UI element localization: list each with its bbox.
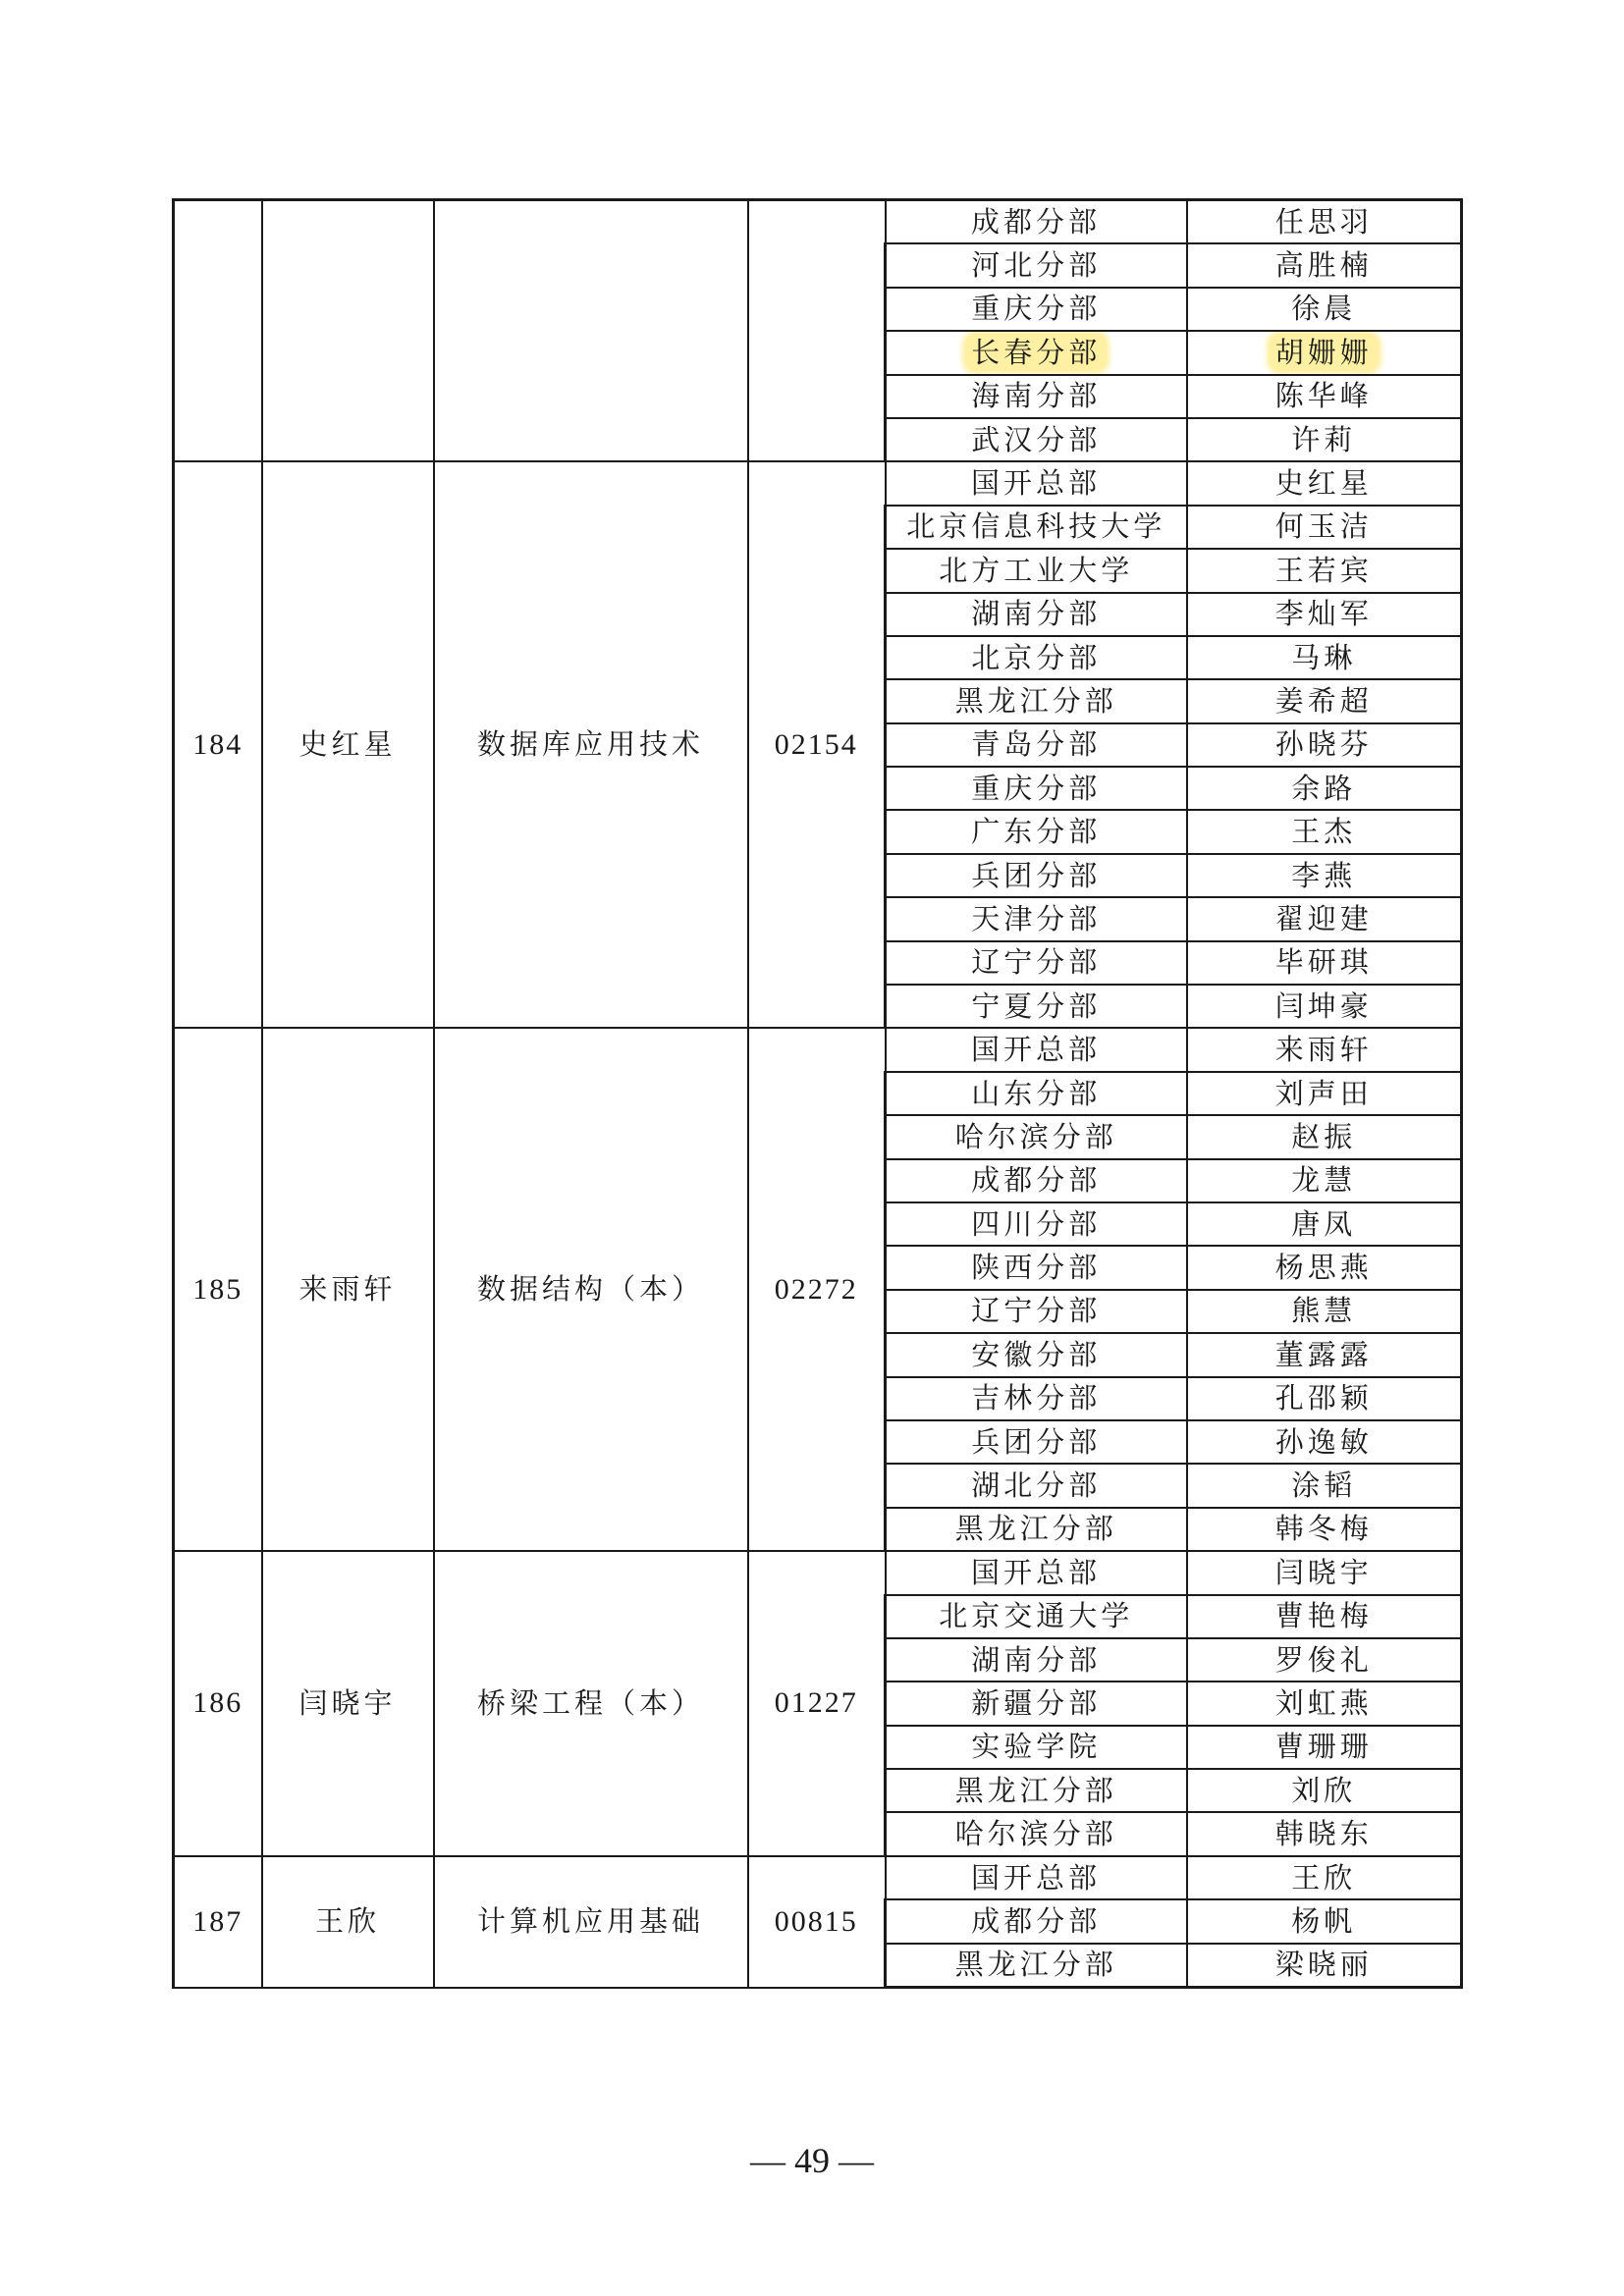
unit-cell [886,331,1187,374]
member-name-cell: 刘虹燕 [1187,1682,1462,1725]
member-name-cell: 何玉洁 [1187,506,1462,549]
unit-cell: 山东分部 [886,1072,1187,1115]
unit-cell: 新疆分部 [886,1682,1187,1725]
member-name-cell: 毕研琪 [1187,941,1462,985]
seq-cell: 185 [174,1028,262,1551]
member-name-cell: 刘声田 [1187,1072,1462,1115]
unit-cell: 辽宁分部 [886,1290,1187,1333]
member-name-cell: 曹珊珊 [1187,1726,1462,1769]
course-cell: 桥梁工程（本） [434,1551,748,1856]
unit-cell: 成都分部 [886,1899,1187,1943]
unit-cell: 四川分部 [886,1202,1187,1246]
member-name-cell: 孙晓芬 [1187,723,1462,767]
member-name-cell: 曹艳梅 [1187,1595,1462,1638]
unit-cell: 国开总部 [886,1028,1187,1071]
seq-cell: 186 [174,1551,262,1856]
member-name-cell: 许莉 [1187,418,1462,461]
unit-cell: 北京分部 [886,636,1187,679]
seq-cell: 187 [174,1856,262,1988]
member-name-cell: 孙逸敏 [1187,1420,1462,1464]
table-row [174,200,1462,244]
member-name-cell: 李灿军 [1187,593,1462,636]
unit-cell: 吉林分部 [886,1377,1187,1420]
unit-cell: 重庆分部 [886,288,1187,331]
seq-cell [174,200,262,462]
unit-cell: 成都分部 [886,1159,1187,1202]
member-name-cell: 闫坤豪 [1187,985,1462,1028]
member-name-cell: 涂韬 [1187,1464,1462,1507]
leader-cell: 史红星 [262,461,434,1028]
course-assignment-table [172,198,1463,1989]
seq-cell: 184 [174,461,262,1028]
unit-cell: 重庆分部 [886,767,1187,810]
unit-cell: 北京交通大学 [886,1595,1187,1638]
page-number: — 49 — [750,2141,874,2180]
member-name-cell: 龙慧 [1187,1159,1462,1202]
table-row [174,461,1462,505]
member-name-cell: 王欣 [1187,1856,1462,1899]
code-cell [748,200,886,462]
unit-cell: 青岛分部 [886,723,1187,767]
member-name-cell: 刘欣 [1187,1769,1462,1812]
member-name-cell: 徐晨 [1187,288,1462,331]
member-name-cell: 来雨轩 [1187,1028,1462,1071]
highlighted-unit-text: 长春分部 [965,334,1107,371]
course-cell: 计算机应用基础 [434,1856,748,1988]
unit-cell: 北京信息科技大学 [886,506,1187,549]
unit-cell: 湖南分部 [886,593,1187,636]
unit-cell: 安徽分部 [886,1333,1187,1376]
code-cell: 02272 [748,1028,886,1551]
course-cell: 数据库应用技术 [434,461,748,1028]
unit-cell: 河北分部 [886,243,1187,287]
member-name-cell: 唐凤 [1187,1202,1462,1246]
leader-cell: 闫晓宇 [262,1551,434,1856]
unit-cell: 实验学院 [886,1726,1187,1769]
member-name-cell: 王若宾 [1187,549,1462,592]
table-row [174,1856,1462,1899]
member-name-cell: 高胜楠 [1187,243,1462,287]
unit-cell: 湖南分部 [886,1638,1187,1682]
highlighted-name-text: 胡姗姗 [1270,334,1379,371]
member-name-cell: 王杰 [1187,810,1462,853]
table-row [174,1551,1462,1594]
member-name-cell: 翟迎建 [1187,897,1462,940]
unit-cell: 成都分部 [886,200,1187,244]
member-name-cell: 熊慧 [1187,1290,1462,1333]
unit-cell: 海南分部 [886,375,1187,418]
unit-cell: 黑龙江分部 [886,1769,1187,1812]
member-name-cell: 杨帆 [1187,1899,1462,1943]
code-cell: 02154 [748,461,886,1028]
table-row [174,1028,1462,1071]
member-name-cell: 孔邵颖 [1187,1377,1462,1420]
member-name-cell: 余路 [1187,767,1462,810]
member-name-cell: 杨思燕 [1187,1246,1462,1289]
member-name-cell: 闫晓宇 [1187,1551,1462,1594]
unit-cell: 国开总部 [886,1551,1187,1594]
unit-cell: 天津分部 [886,897,1187,940]
member-name-cell: 马琳 [1187,636,1462,679]
code-cell: 00815 [748,1856,886,1988]
unit-cell: 黑龙江分部 [886,1944,1187,1988]
unit-cell: 广东分部 [886,810,1187,853]
member-name-cell: 董露露 [1187,1333,1462,1376]
unit-cell: 湖北分部 [886,1464,1187,1507]
unit-cell: 国开总部 [886,1856,1187,1899]
code-cell: 01227 [748,1551,886,1856]
member-name-cell: 姜希超 [1187,679,1462,722]
member-name-cell: 任思羽 [1187,200,1462,244]
unit-cell: 北方工业大学 [886,549,1187,592]
unit-cell: 兵团分部 [886,1420,1187,1464]
member-name-cell: 韩冬梅 [1187,1508,1462,1551]
member-name-cell: 韩晓东 [1187,1812,1462,1855]
unit-cell: 黑龙江分部 [886,679,1187,722]
leader-cell: 来雨轩 [262,1028,434,1551]
unit-cell: 陕西分部 [886,1246,1187,1289]
unit-cell: 辽宁分部 [886,941,1187,985]
member-name-cell [1187,331,1462,374]
course-cell [434,200,748,462]
unit-cell: 哈尔滨分部 [886,1812,1187,1855]
unit-cell: 兵团分部 [886,854,1187,897]
unit-cell: 黑龙江分部 [886,1508,1187,1551]
member-name-cell: 陈华峰 [1187,375,1462,418]
course-cell: 数据结构（本） [434,1028,748,1551]
member-name-cell: 史红星 [1187,461,1462,505]
leader-cell [262,200,434,462]
member-name-cell: 李燕 [1187,854,1462,897]
leader-cell: 王欣 [262,1856,434,1988]
unit-cell: 国开总部 [886,461,1187,505]
member-name-cell: 梁晓丽 [1187,1944,1462,1988]
unit-cell: 武汉分部 [886,418,1187,461]
unit-cell: 哈尔滨分部 [886,1115,1187,1158]
member-name-cell: 赵振 [1187,1115,1462,1158]
member-name-cell: 罗俊礼 [1187,1638,1462,1682]
unit-cell: 宁夏分部 [886,985,1187,1028]
